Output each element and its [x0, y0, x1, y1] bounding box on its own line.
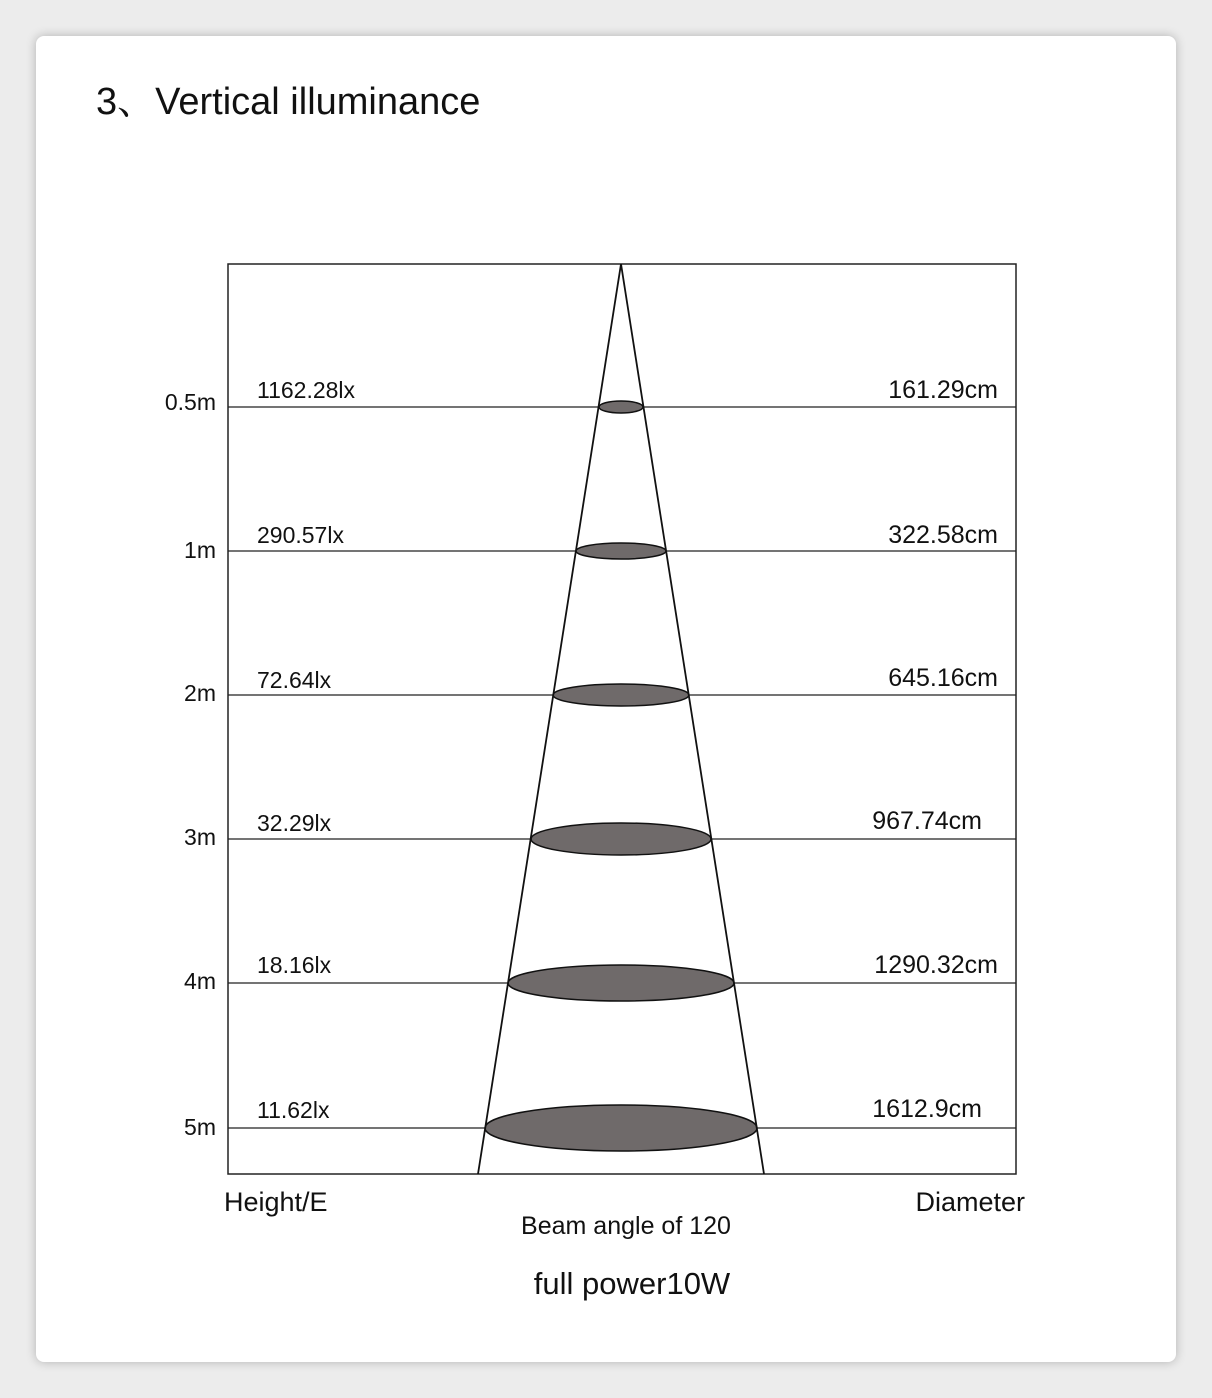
- diameter-value: 1612.9cm: [872, 1095, 982, 1123]
- height-label: 3m: [184, 824, 216, 850]
- beam-spot-1m: [576, 543, 666, 559]
- illuminance-value: 18.16lx: [257, 952, 332, 978]
- height-label: 1m: [184, 537, 216, 563]
- beam-spot-2m: [553, 684, 689, 706]
- illuminance-value: 32.29lx: [257, 810, 332, 836]
- beam-edge-right: [621, 264, 764, 1174]
- diameter-value: 645.16cm: [888, 664, 998, 692]
- height-label: 2m: [184, 680, 216, 706]
- diameter-value: 161.29cm: [888, 376, 998, 404]
- height-label: 0.5m: [164, 389, 216, 415]
- height-label: 4m: [184, 968, 216, 994]
- diameter-value: 967.74cm: [872, 807, 982, 835]
- page-title: 3、Vertical illuminance: [96, 81, 481, 123]
- illuminance-value: 72.64lx: [257, 667, 332, 693]
- beam-ellipses: [485, 401, 757, 1151]
- illuminance-value: 11.62lx: [257, 1097, 330, 1123]
- height-label: 5m: [184, 1114, 216, 1140]
- beam-spot-5m: [485, 1105, 757, 1151]
- level-lines: [228, 407, 1016, 1128]
- beam-angle-caption: Beam angle of 120: [521, 1212, 731, 1240]
- diameter-value: 1290.32cm: [874, 951, 998, 979]
- illuminance-value: 1162.28lx: [257, 377, 356, 403]
- power-caption: full power10W: [533, 1266, 731, 1301]
- beam-spot-3m: [531, 823, 711, 855]
- illuminance-value: 290.57lx: [257, 522, 344, 548]
- right-axis-caption: Diameter: [915, 1187, 1025, 1217]
- left-axis-caption: Height/E: [224, 1187, 328, 1217]
- beam-spot-4m: [508, 965, 734, 1001]
- beam-spot-0-5m: [599, 401, 643, 413]
- diameter-value: 322.58cm: [888, 521, 998, 549]
- beam-edge-left: [478, 264, 621, 1174]
